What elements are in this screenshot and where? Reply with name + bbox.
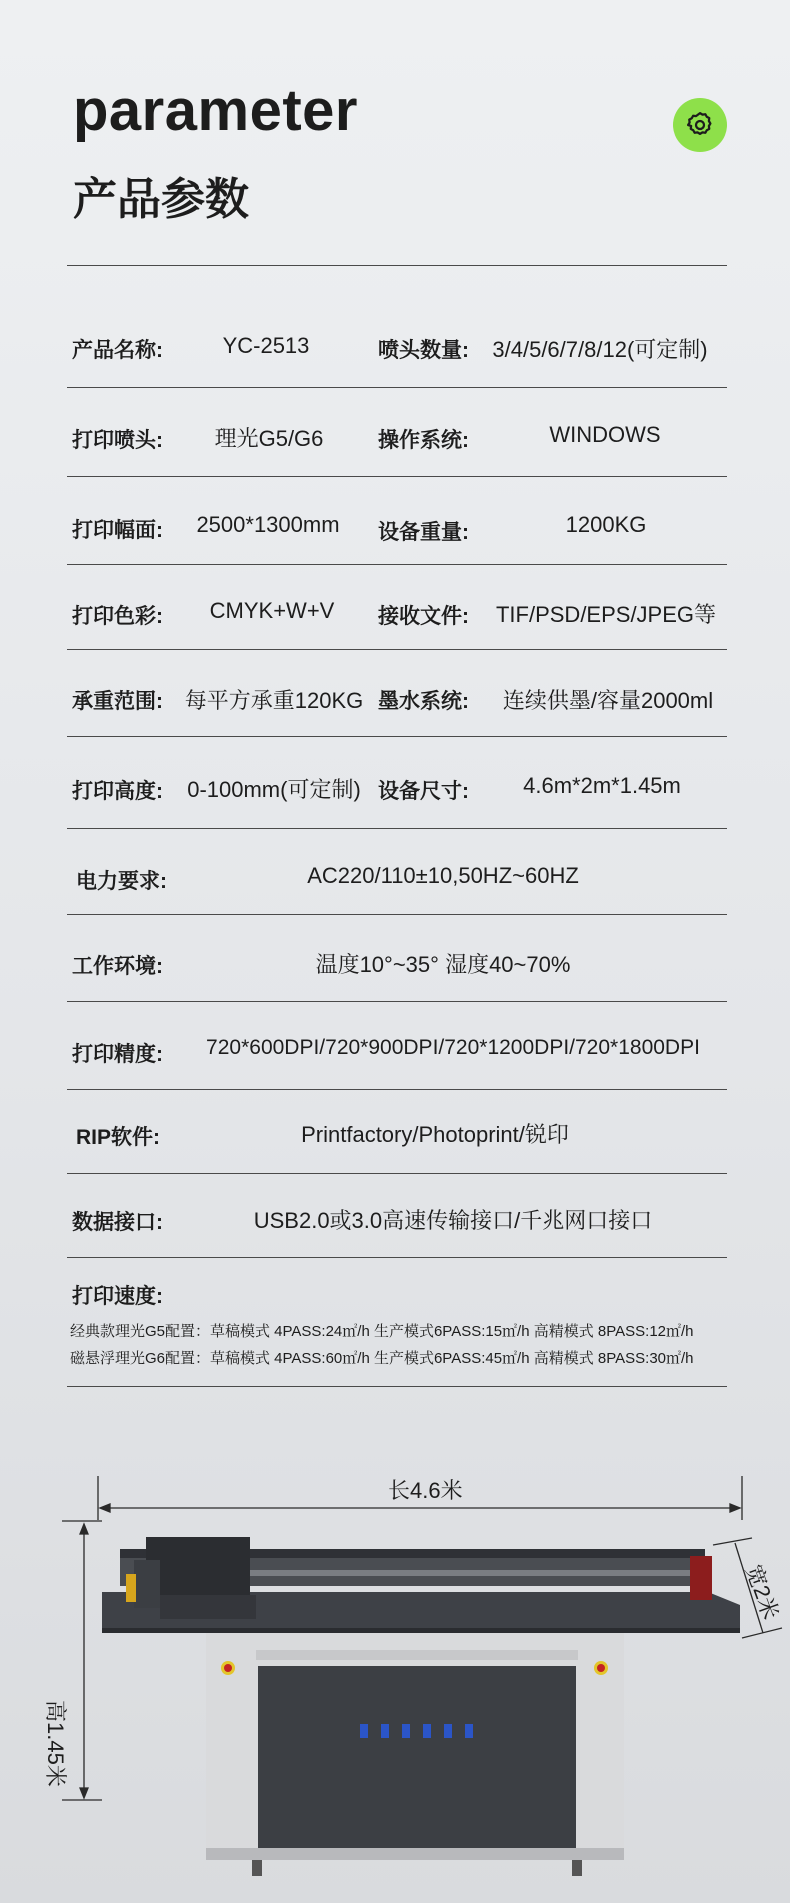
- header-divider: [67, 265, 727, 266]
- row-divider: [67, 736, 727, 737]
- spec-value: 4.6m*2m*1.45m: [523, 773, 681, 798]
- row-divider: [67, 476, 727, 477]
- spec-value: AC220/110±10,50HZ~60HZ: [307, 863, 579, 888]
- spec-value: 2500*1300mm: [196, 512, 340, 537]
- gear-badge: [673, 98, 727, 152]
- row-divider: [67, 1386, 727, 1387]
- spec-label: 打印色彩:: [72, 605, 163, 628]
- height-label: 高1.45米: [43, 1700, 68, 1787]
- spec-label: RIP软件:: [76, 1126, 160, 1149]
- spec-value: 温度10°~35° 湿度40~70%: [315, 952, 571, 977]
- row-divider: [67, 564, 727, 565]
- spec-value: 3/4/5/6/7/8/12(可定制): [492, 337, 708, 362]
- spec-value: 连续供墨/容量2000ml: [502, 688, 714, 713]
- spec-label: 数据接口:: [72, 1211, 163, 1234]
- spec-label: 打印喷头:: [72, 429, 163, 452]
- spec-value: 1200KG: [565, 512, 647, 537]
- spec-value: YC-2513: [222, 333, 310, 358]
- length-label: 长4.6米: [388, 1478, 463, 1503]
- spec-label: 打印精度:: [72, 1043, 163, 1066]
- spec-label: 设备尺寸:: [378, 780, 469, 803]
- spec-value: TIF/PSD/EPS/JPEG等: [495, 602, 717, 627]
- speed-line-g5: 经典款理光G5配置：草稿模式 4PASS:24㎡/h 生产模式6PASS:15㎡/h 高精模式 8PASS:12㎡/h: [70, 1323, 694, 1340]
- spec-label: 喷头数量:: [378, 339, 469, 362]
- spec-value: CMYK+W+V: [209, 598, 335, 623]
- spec-value: 理光G5/G6: [214, 426, 324, 451]
- row-divider: [67, 1173, 727, 1174]
- spec-label: 打印高度:: [72, 780, 163, 803]
- row-divider: [67, 914, 727, 915]
- spec-value: USB2.0或3.0高速传输接口/千兆网口接口: [253, 1208, 653, 1233]
- spec-label: 设备重量:: [378, 521, 469, 544]
- row-divider: [67, 1001, 727, 1002]
- spec-value: 每平方承重120KG: [184, 688, 364, 713]
- page-title-en: parameter: [73, 78, 358, 143]
- spec-label: 产品名称:: [72, 339, 163, 362]
- row-divider: [67, 649, 727, 650]
- printer-illustration: [0, 1460, 790, 1903]
- spec-value: Printfactory/Photoprint/锐印: [301, 1122, 569, 1147]
- spec-label: 接收文件:: [378, 605, 469, 628]
- gear-icon: [685, 110, 715, 140]
- spec-label: 电力要求:: [76, 870, 167, 893]
- row-divider: [67, 387, 727, 388]
- spec-label: 操作系统:: [378, 429, 469, 452]
- row-divider: [67, 828, 727, 829]
- row-divider: [67, 1257, 727, 1258]
- spec-value: 0-100mm(可定制): [187, 777, 361, 802]
- row-divider: [67, 1089, 727, 1090]
- spec-label: 打印幅面:: [72, 519, 163, 542]
- spec-label: 工作环境:: [72, 955, 163, 978]
- spec-label: 承重范围:: [72, 690, 163, 713]
- speed-title: 打印速度:: [72, 1285, 163, 1308]
- spec-label: 墨水系统:: [378, 690, 469, 713]
- spec-value: 720*600DPI/720*900DPI/720*1200DPI/720*1800DPI: [206, 1036, 700, 1059]
- speed-line-g6: 磁悬浮理光G6配置：草稿模式 4PASS:60㎡/h 生产模式6PASS:45㎡/h 高精模式 8PASS:30㎡/h: [70, 1350, 694, 1367]
- page-title-cn: 产品参数: [73, 175, 249, 224]
- width-label: 宽2米: [740, 1561, 784, 1623]
- spec-value: WINDOWS: [549, 422, 661, 447]
